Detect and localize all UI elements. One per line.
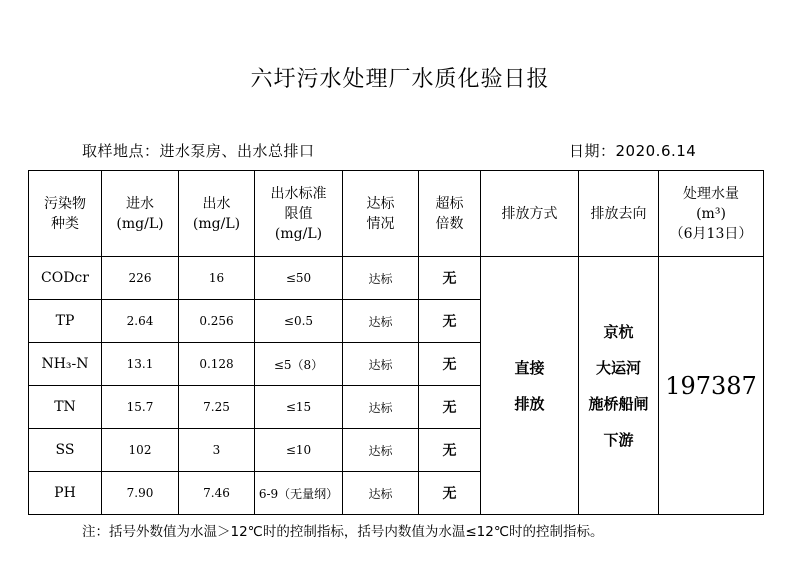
- exceed-cell: 无: [419, 257, 481, 300]
- report-date: 日期：2020.6.14: [569, 142, 697, 160]
- footnote: 注：括号外数值为水温＞12℃时的控制指标，括号内数值为水温≤12℃时的控制指标。: [82, 524, 604, 540]
- status-cell: 达标: [343, 472, 419, 515]
- status-cell: 达标: [343, 343, 419, 386]
- status-cell: 达标: [343, 300, 419, 343]
- effluent-cell: 7.46: [179, 472, 255, 515]
- influent-cell: 15.7: [102, 386, 179, 429]
- header-influent: 进水 (mg/L): [102, 171, 179, 257]
- effluent-cell: 3: [179, 429, 255, 472]
- limit-cell: ≤0.5: [255, 300, 343, 343]
- sampling-location: 取样地点：进水泵房、出水总排口: [82, 142, 315, 160]
- header-effluent: 出水 (mg/L): [179, 171, 255, 257]
- effluent-cell: 7.25: [179, 386, 255, 429]
- status-cell: 达标: [343, 429, 419, 472]
- discharge-destination-cell: 京杭 大运河 施桥船闸 下游: [579, 257, 659, 515]
- pollutant-cell: PH: [29, 472, 102, 515]
- influent-cell: 13.1: [102, 343, 179, 386]
- pollutant-cell: NH₃-N: [29, 343, 102, 386]
- header-pollutant: 污染物 种类: [29, 171, 102, 257]
- exceed-cell: 无: [419, 472, 481, 515]
- treated-volume-cell: 197387: [659, 257, 764, 515]
- water-quality-table: [28, 170, 764, 515]
- influent-cell: 102: [102, 429, 179, 472]
- header-volume: 处理水量 (m³) （6月13日）: [659, 171, 764, 257]
- effluent-cell: 0.128: [179, 343, 255, 386]
- pollutant-cell: CODcr: [29, 257, 102, 300]
- effluent-cell: 0.256: [179, 300, 255, 343]
- exceed-cell: 无: [419, 429, 481, 472]
- limit-cell: 6-9（无量纲）: [255, 472, 343, 515]
- header-limit: 出水标准 限值 (mg/L): [255, 171, 343, 257]
- pollutant-cell: TP: [29, 300, 102, 343]
- status-cell: 达标: [343, 386, 419, 429]
- header-row: [29, 171, 764, 257]
- pollutant-cell: SS: [29, 429, 102, 472]
- effluent-cell: 16: [179, 257, 255, 300]
- table-row: [29, 257, 764, 300]
- header-discharge-destination: 排放去向: [579, 171, 659, 257]
- influent-cell: 2.64: [102, 300, 179, 343]
- exceed-cell: 无: [419, 300, 481, 343]
- influent-cell: 226: [102, 257, 179, 300]
- header-exceed: 超标 倍数: [419, 171, 481, 257]
- influent-cell: 7.90: [102, 472, 179, 515]
- pollutant-cell: TN: [29, 386, 102, 429]
- report-title: 六圩污水处理厂水质化验日报: [250, 67, 550, 92]
- limit-cell: ≤5（8）: [255, 343, 343, 386]
- limit-cell: ≤10: [255, 429, 343, 472]
- discharge-method-cell: 直接 排放: [481, 257, 579, 515]
- limit-cell: ≤50: [255, 257, 343, 300]
- header-compliance: 达标 情况: [343, 171, 419, 257]
- status-cell: 达标: [343, 257, 419, 300]
- limit-cell: ≤15: [255, 386, 343, 429]
- exceed-cell: 无: [419, 343, 481, 386]
- exceed-cell: 无: [419, 386, 481, 429]
- header-discharge-method: 排放方式: [481, 171, 579, 257]
